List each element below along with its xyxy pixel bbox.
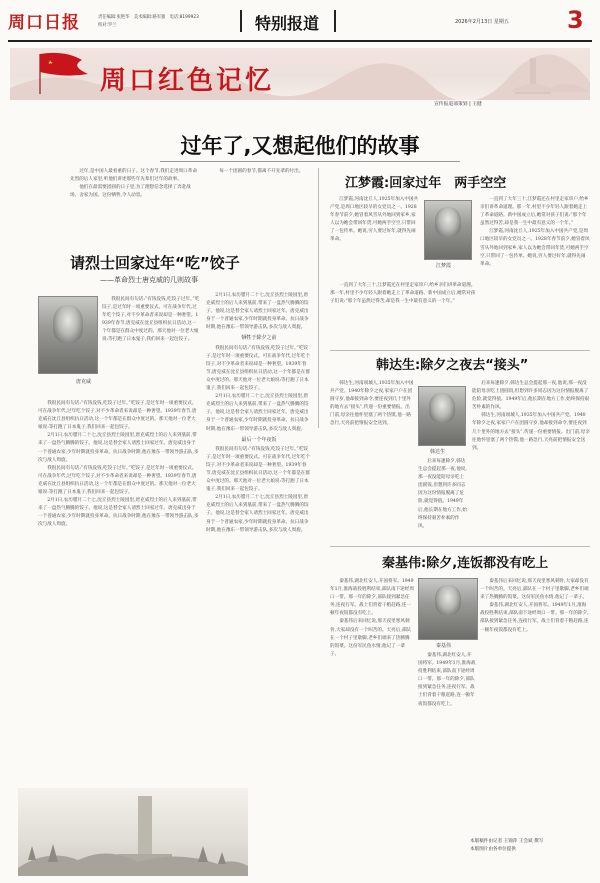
photo-caption: 江梦霞	[436, 263, 452, 269]
photo-caption: 秦基伟	[436, 643, 452, 649]
banner-decoration	[10, 48, 590, 100]
banner-credit: 宣传报道部策划 | 王健	[434, 102, 482, 107]
story-subtitle: ——革命烈士唐克威的几则故事	[100, 276, 198, 284]
section-divider	[330, 546, 590, 547]
story-text	[480, 578, 590, 778]
story-paragraph: 一直到了大年三十,江梦霞还在村里走家串户,给乡亲们讲革命道理。那一年,村里不少年轻人跟着她走上了革命道路。新中国成立后,她常对孩子们说:“那个年虽然过得苦,却是我一生中最有意义的一个年。”	[480, 197, 589, 227]
story-text	[472, 380, 590, 530]
proofreader-info: 校对:罗兰	[98, 23, 117, 28]
intro-text-continued	[210, 168, 310, 248]
column-title: 周口红色记忆	[100, 66, 275, 96]
story-paragraph: 2月1日,农历腊月二十七,沈丘县烈士陵园里,唐克威烈士的后人来到墓前,带来了一盘热气腾腾的饺子。他说,这是替全家人请烈士回家过年。唐克威出身于一个普通农家,少年时期就投身革命。抗日战争时期,他在豫东一带领导游击队,多次与敌人周旋。	[206, 293, 309, 331]
story-paragraph: 江梦霞,河南沈丘人,1925年加入中国共产党,是周口地区较早的女党员之一。1928年春节前夕,她冒着风雪从外地回到家乡,家人以为她会带回年货,可她两手空空,只带回了一包传单。她说,穷人要过好年,就得先闹革命。	[480, 229, 590, 267]
story-title: 秦基伟:除夕,连饭都没有吃上	[382, 556, 549, 571]
editor-info: 责任编辑:张艳华 美术编辑:路军强 电话:8199923	[98, 15, 199, 20]
story-paragraph: 2月1日,农历腊月二十七,沈丘县烈士陵园里,唐克威烈士的后人来到墓前,带来了一盘热气腾腾的饺子。他说,这是替全家人请烈士回家过年。唐克威出身于一个普通农家,少年时期就投身革命。抗日战争时期,他在豫东一带领导游击队,多次与敌人周旋。	[38, 433, 199, 463]
story-paragraph: 2月1日,农历腊月二十七,沈丘县烈士陵园里,唐克威烈士的后人来到墓前,带来了一盘热气腾腾的饺子。他说,这是替全家人请烈士回家过年。唐克威出身于一个普通农家,少年时期就投身革命。抗日战争时期,他在豫东一带领导游击队,多次与敌人周旋。	[38, 498, 199, 528]
portrait-face	[435, 585, 461, 615]
story-text	[330, 282, 476, 348]
story-paragraph: 一直到了大年三十,江梦霞还在村里走家串户,给乡亲们讲革命道理。那一年,村里不少年轻人跟着她走上了革命道路。新中国成立后,她常对孩子们说:“那个年虽然过得苦,却是我一生中最有意义的一个年。”	[330, 283, 476, 305]
story-paragraph: 后来每逢除夕,韩达生总会提起那一夜,他说,那一夜没能陪母亲吃上团圆饭,但想到许多同志因为这份情报脱离了危险,就觉得值。1949年后,他长期在地方工作,始终保持艰苦朴素的作风。	[472, 381, 590, 411]
story-paragraph: 我很民间有句话:“有钱没钱,吃饺子过年。”吃饺子,是过年时一项重要仪式。可在战争年代,过年吃个饺子,对不少革命者来说却是一种奢望。1939年春节,唐克威在沈丘县组织抗日活动,这一个年都是在群众中度过的。那天他对一位老大娘说:等打跑了日本鬼子,我们回来一起包饺子。	[38, 465, 197, 496]
story-subheading: 牺牲于除夕之前	[241, 335, 277, 342]
portrait-face	[429, 393, 455, 423]
story-text	[418, 652, 476, 778]
newspaper-logo: 周口日报	[8, 13, 80, 33]
cloud-decoration	[10, 54, 590, 100]
memorial-illustration	[18, 788, 248, 876]
portrait-face	[435, 207, 461, 237]
story-text	[330, 578, 414, 778]
footer-credit: 本版稿件由记者 王锦萍 王会斌 撰写	[470, 839, 544, 844]
memorial-scene	[18, 788, 248, 876]
section-divider	[330, 350, 590, 351]
story-paragraph: 2月1日,农历腊月二十七,沈丘县烈士陵园里,唐克威烈士的后人来到墓前,带来了一盘热气腾腾的饺子。他说,这是替全家人请烈士回家过年。唐克威出身于一个普通农家,少年时期就投身革命。抗日战争时期,他在豫东一带领导游击队,多次与敌人周旋。	[206, 394, 309, 432]
story-text	[418, 458, 468, 530]
intro-paragraph: 过年,是中国人最看重的日子。这个春节,我们走进周口革命先烈的后人家里,听他们讲述那些年先辈们过年的故事。	[70, 169, 197, 183]
story-paragraph: 秦基伟后来回忆说,那天夜里寒风刺骨,大家却没有一个叫苦的。天亮后,部队在一个村子里歇脚,老乡们端来了热腾腾的饭菜。这份军民鱼水情,他记了一辈子。	[480, 579, 589, 601]
story-paragraph: 我很民间有句话:“有钱没钱,吃饺子过年。”吃饺子,是过年时一项重要仪式。可在战争年代,过年吃个饺子,对不少革命者来说却是一种奢望。1939年春节,唐克威在沈丘县组织抗日活动,这一个年都是在群众中度过的。那天他对一位老大娘说:等打跑了日本鬼子,我们回来一起包饺子。	[206, 345, 310, 392]
story-paragraph: 秦基伟,湖北红安人,开国将军。1949年1月,淮海战役胜利结束,部队南下途经周口一带。那一年的除夕,部队接到紧急任务,连夜行军。战士们背着干粮赶路,连一顿年夜饭都没有吃上。	[418, 653, 476, 707]
story-paragraph: 江梦霞,河南沈丘人,1925年加入中国共产党,是周口地区较早的女党员之一。1928年春节前夕,她冒着风雪从外地回到家乡,家人以为她会带回年货,可她两手空空,只带回了一包传单。她说,穷人要过好年,就得先闹革命。	[330, 197, 419, 243]
story-paragraph: 韩达生,河南项城人,1935年加入中国共产党。1940年除夕之夜,家家户户在团圆守岁,他却接到命令,要连夜到几十里外的地方去“接头”,传递一份重要情报。出门前,母亲往他怀里塞了两个热馍,他一路急行,天亮前把情报安全送到。	[472, 413, 590, 451]
portrait-photo	[418, 578, 478, 640]
story-paragraph: 我很民间有句话:“有钱没钱,吃饺子过年。”吃饺子,是过年时一项重要仪式。可在战争年代,过年吃个饺子,对不少革命者来说却是一种奢望。1939年春节,唐克威在沈丘县组织抗日活动,这一个年都是在群众中度过的。那天他对一位老大娘说:等打跑了日本鬼子,我们回来一起包饺子。	[206, 446, 310, 493]
story-paragraph: 秦基伟,湖北红安人,开国将军。1949年1月,淮海战役胜利结束,部队南下途经周口一带。那一年的除夕,部队接到紧急任务,连夜行军。战士们背着干粮赶路,连一顿年夜饭都没有吃上。	[480, 603, 589, 633]
column-banner	[10, 48, 590, 100]
photo-caption: 唐克威	[76, 379, 92, 385]
story-text	[480, 196, 590, 346]
intro-paragraph: 他们在最需要团圆的日子里,为了理想信念选择了奔赴战场、舍家为国。这份牺牲,令人动容。	[70, 185, 191, 199]
story-paragraph: 后来每逢除夕,韩达生总会提起那一夜,他说,那一夜没能陪母亲吃上团圆饭,但想到许多同志因为这份情报脱离了危险,就觉得值。1949年后,他长期在地方工作,始终保持艰苦朴素的作风。	[418, 459, 467, 529]
story-paragraph: 2月1日,农历腊月二十七,沈丘县烈士陵园里,唐克威烈士的后人来到墓前,带来了一盘热气腾腾的饺子。他说,这是替全家人请烈士回家过年。唐克威出身于一个普通农家,少年时期就投身革命。抗日战争时期,他在豫东一带领导游击队,多次与敌人周旋。	[206, 495, 309, 533]
column-divider	[318, 168, 319, 428]
header-rule	[8, 40, 592, 42]
headline: 过年了,又想起他们的故事	[180, 134, 420, 158]
story-text	[206, 292, 312, 782]
story-text	[330, 380, 414, 530]
portrait-photo	[38, 296, 98, 374]
story-paragraph: 秦基伟,湖北红安人,开国将军。1949年1月,淮海战役胜利结束,部队南下途经周口一带。那一年的除夕,部队接到紧急任务,连夜行军。战士们背着干粮赶路,连一顿年夜饭都没有吃上。	[330, 579, 414, 617]
issue-date: 2026年2月13日 星期五	[455, 19, 509, 25]
story-paragraph: 韩达生,河南项城人,1935年加入中国共产党。1940年除夕之夜,家家户户在团圆守岁,他却接到命令,要连夜到几十里外的地方去“接头”,传递一份重要情报。出门前,母亲往他怀里塞了两个热馍,他一路急行,天亮前把情报安全送到。	[330, 381, 414, 427]
story-text	[330, 196, 420, 278]
story-paragraph: 秦基伟后来回忆说,那天夜里寒风刺骨,大家却没有一个叫苦的。天亮后,部队在一个村子里歇脚,老乡们端来了热腾腾的饭菜。这份军民鱼水情,他记了一辈子。	[330, 619, 412, 657]
story-title: 请烈士回家过年“吃”饺子	[70, 254, 240, 272]
story-paragraph: 我很民间有句话:“有钱没钱,吃饺子过年。”吃饺子,是过年时一项重要仪式。可在战争年代,过年吃个饺子,对不少革命者来说却是一种奢望。1939年春节,唐克威在沈丘县组织抗日活动,这一个年都是在群众中度过的。那天他对一位老大娘说:等打跑了日本鬼子,我们回来一起包饺子。	[38, 401, 197, 431]
intro-text	[70, 168, 200, 248]
story-text	[102, 296, 200, 392]
footer-credit: 本版图片由各单位提供	[470, 847, 516, 852]
page-number: 3	[567, 6, 584, 34]
portrait-face	[53, 305, 83, 343]
story-paragraph: 我很民间有句话:“有钱没钱,吃饺子过年。”吃饺子,是过年时一项重要仪式。可在战争年代,过年吃个饺子,对不少革命者来说却是一种奢望。1939年春节,唐克威在沈丘县组织抗日活动,这一个年都是在群众中度过的。那天他对一位老大娘说:等打跑了日本鬼子,我们回来一起包饺子。	[102, 297, 200, 343]
portrait-photo	[418, 386, 466, 446]
story-title: 江梦霞:回家过年 两手空空	[345, 176, 507, 191]
section-name: 特别报道	[254, 14, 319, 33]
story-text	[38, 400, 200, 780]
photo-caption: 韩达生	[430, 449, 446, 455]
story-subheading: 最后一个年夜饭	[241, 436, 277, 443]
story-title: 韩达生:除夕之夜去“接头”	[376, 358, 529, 373]
headline-rule	[160, 161, 460, 162]
intro-paragraph: 每一个团圆的春节,都离不开先辈的付出。	[219, 169, 304, 174]
portrait-photo	[424, 200, 472, 260]
